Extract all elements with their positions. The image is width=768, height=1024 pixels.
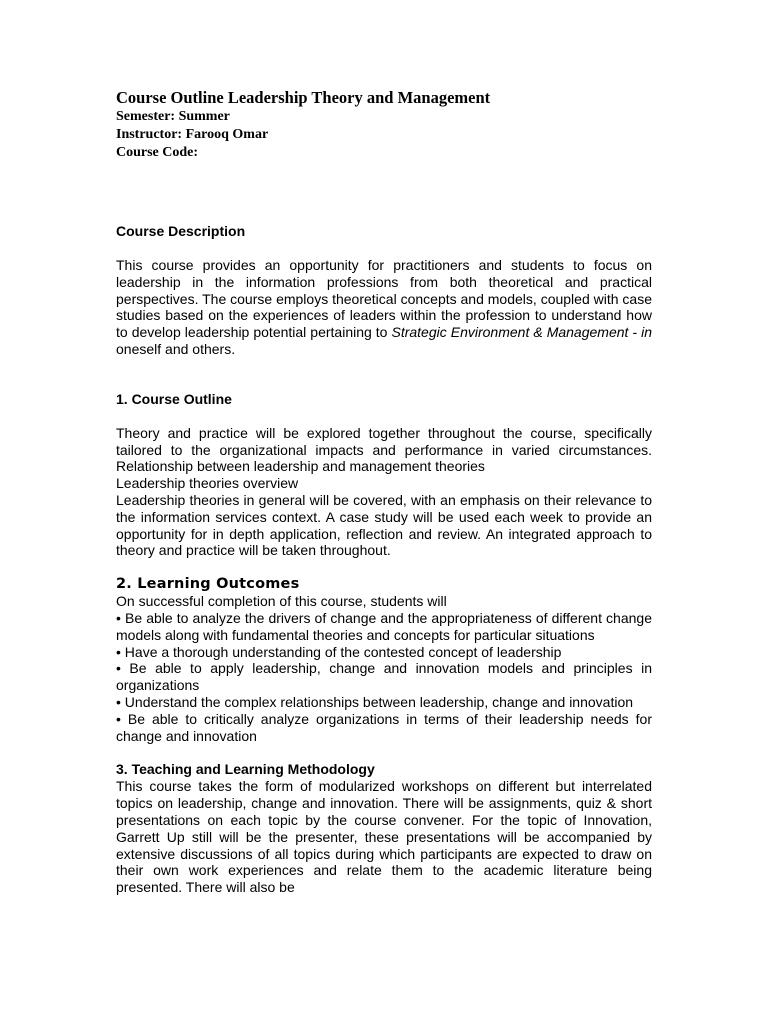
- course-code-line: Course Code:: [116, 145, 199, 160]
- document-title: Course Outline Leadership Theory and Management: [116, 88, 491, 107]
- course-outline-heading: 1. Course Outline: [116, 390, 232, 407]
- learning-outcomes-heading: 2. Learning Outcomes: [116, 576, 300, 593]
- outcome-item: • Understand the complex relationships between leadership, change and innovation: [116, 693, 634, 710]
- outcome-item: • Be able to apply leadership, change and innovation models and principles in organizations: [116, 660, 652, 694]
- outcome-item: • Be able to analyze the drivers of change and the appropriateness of different change models along with fundamental theories and concepts for particular situations: [116, 609, 652, 643]
- course-description-heading: Course Description: [116, 223, 246, 239]
- learning-outcomes-intro: On successful completion of this course, students will: [116, 593, 447, 610]
- learning-outcomes-text: [116, 593, 652, 744]
- document-header: [116, 88, 652, 162]
- methodology-text: This course takes the form of modularized workshops on different but interrelated topics on leadership, change and innovation. There will be assignments, quiz & short presentations on each topic by the course convener. For the topic of Innovation, Garrett Up still will be the presenter, these presentations will be accompanied by extensive discussions of all topics during which participants are expected to draw on their own work experiences and relate them to the academic literature being presented. There will also be: [116, 778, 652, 896]
- methodology-heading: 3. Teaching and Learning Methodology: [116, 761, 375, 778]
- outline-line-2: Leadership theories overview: [116, 475, 299, 492]
- outcome-item: • Have a thorough understanding of the contested concept of leadership: [116, 643, 562, 660]
- description-text-italic: Strategic Environment & Management - in: [391, 324, 652, 341]
- course-outline-text: [116, 425, 652, 559]
- outcome-item: • Be able to critically analyze organizations in terms of their leadership needs for change and innovation: [116, 710, 652, 744]
- semester-line: Semester: Summer: [116, 109, 230, 124]
- course-description-text: [116, 257, 652, 358]
- description-text-start: This course provides an opportunity for practitioners and students to focus on leadership in the information professions from both theoretical and practical perspectives. The course employs theoretical concepts and models, coupled with case studies based on the experiences of leaders within the profession to understand how to develop leadership potential pertaining to: [116, 257, 652, 341]
- outline-paragraph-3: Leadership theories in general will be covered, with an emphasis on their relevance to the information services context. A case study will be used each week to provide an opportunity for in depth application, reflection and review. An integrated approach to theory and practice will be taken throughout.: [116, 491, 652, 559]
- instructor-line: Instructor: Farooq Omar: [116, 127, 269, 142]
- description-text-end: oneself and others.: [116, 340, 236, 357]
- outline-paragraph-1: Theory and practice will be explored together throughout the course, specifically tailored to the organizational impacts and performance in varied circumstances. Relationship between leadership and management theories: [116, 424, 652, 475]
